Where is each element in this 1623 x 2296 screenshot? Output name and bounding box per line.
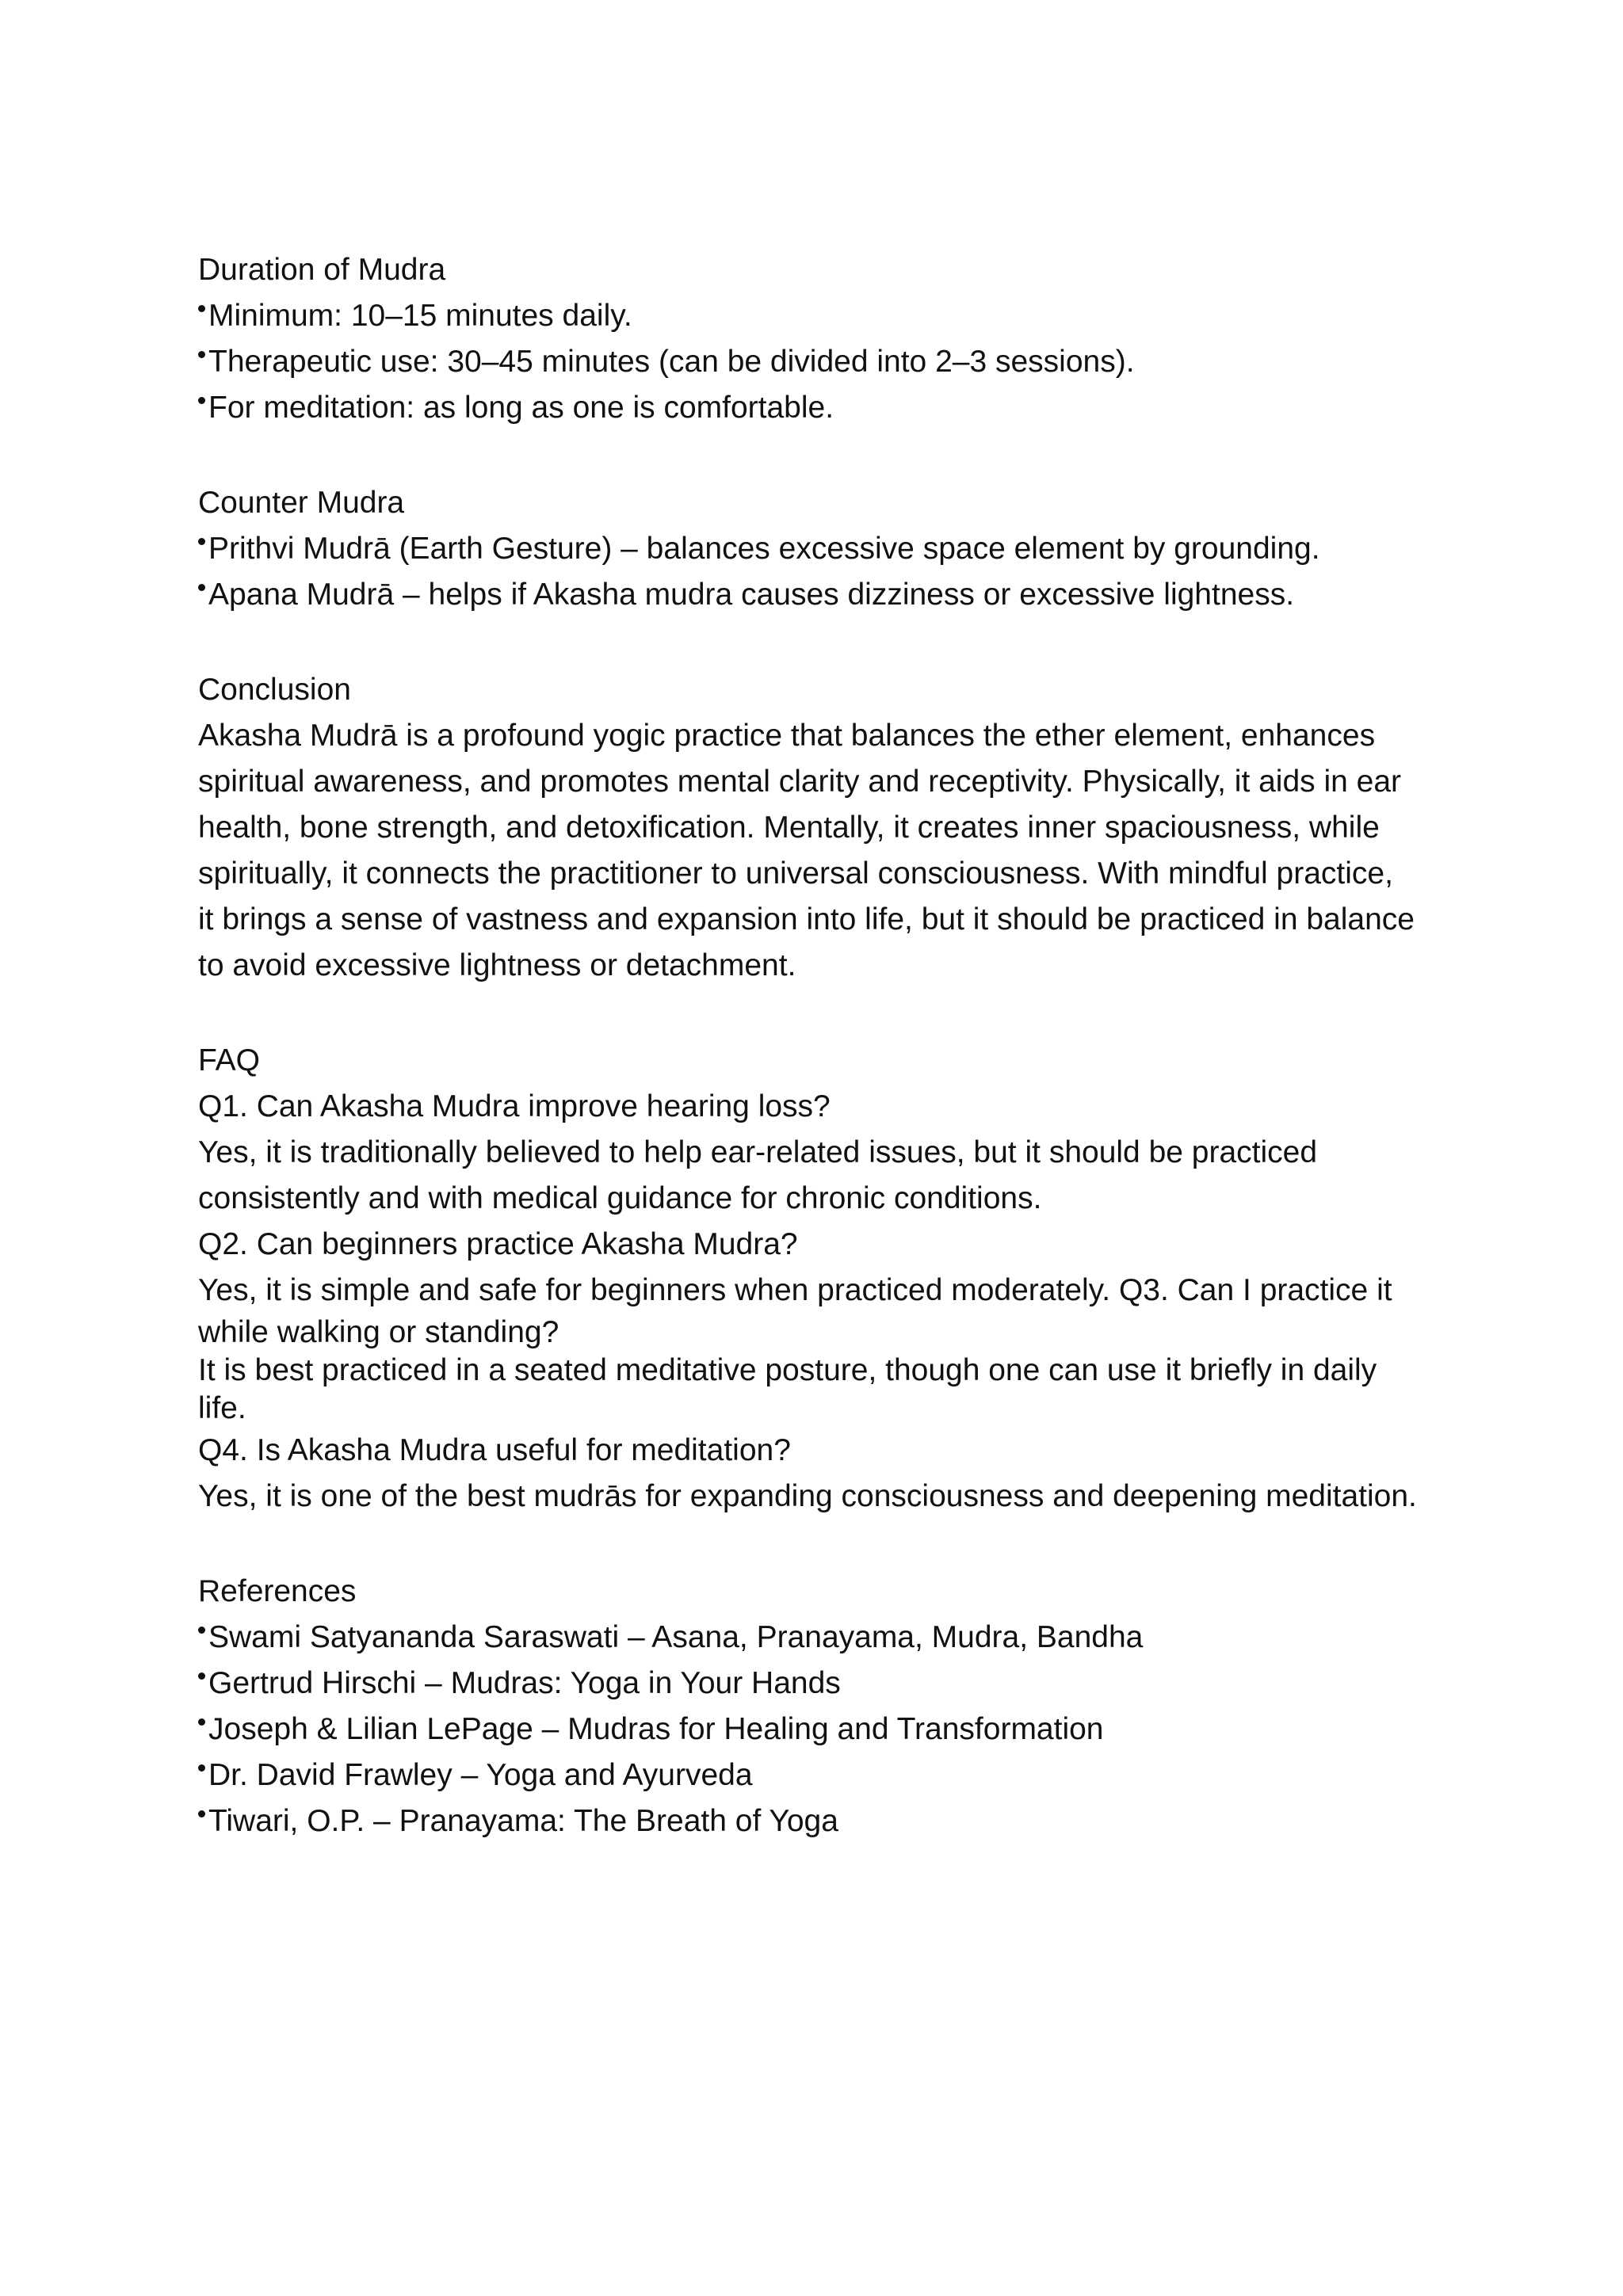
faq-question: Q1. Can Akasha Mudra improve hearing loss? [198,1089,831,1123]
reference-item [198,1798,1419,1844]
conclusion-section [198,667,1419,989]
faq-section [198,1038,1419,1520]
faq-heading: FAQ [198,1043,261,1077]
duration-item-text: Minimum: 10–15 minutes daily. [208,299,632,333]
counter-item [198,526,1419,572]
conclusion-line: spiritual awareness, and promotes mental clarity and receptivity. Physically, it aids in ear [198,765,1402,799]
reference-item [198,1707,1419,1753]
reference-item-text: Swami Satyananda Saraswati – Asana, Pranayama, Mudra, Bandha [208,1620,1144,1654]
bullet-icon [198,1718,205,1726]
duration-heading: Duration of Mudra [198,253,446,287]
faq-answer: Yes, it is one of the best mudrās for expanding consciousness and deepening meditation. [198,1479,1417,1513]
bullet-icon [198,1810,205,1817]
duration-item-text: Therapeutic use: 30–45 minutes (can be divided into 2–3 sessions). [208,345,1135,379]
section-spacer [198,431,1419,480]
bullet-icon [198,1764,205,1772]
conclusion-heading: Conclusion [198,673,351,707]
references-section [198,1569,1419,1844]
duration-item [198,339,1419,385]
reference-item [198,1753,1419,1798]
bullet-icon [198,397,205,404]
reference-item [198,1615,1419,1661]
reference-item-text: Gertrud Hirschi – Mudras: Yoga in Your Hands [208,1666,841,1700]
duration-item [198,385,1419,431]
faq-question: Q2. Can beginners practice Akasha Mudra? [198,1227,798,1261]
bullet-icon [198,538,205,545]
conclusion-line: it brings a sense of vastness and expansion into life, but it should be practiced in balance [198,902,1415,936]
counter-item-text: Apana Mudrā – helps if Akasha mudra causes dizziness or excessive lightness. [208,578,1295,612]
faq-answer: consistently and with medical guidance for chronic conditions. [198,1181,1042,1215]
faq-answer: life. [198,1391,246,1425]
references-heading: References [198,1574,357,1608]
duration-item [198,293,1419,339]
counter-section [198,480,1419,618]
section-spacer [198,989,1419,1038]
conclusion-line: health, bone strength, and detoxification. Mentally, it creates inner spaciousness, while [198,810,1380,845]
section-spacer [198,618,1419,667]
counter-item [198,572,1419,618]
reference-item-text: Tiwari, O.P. – Pranayama: The Breath of Yoga [208,1804,838,1838]
bullet-icon [198,351,205,358]
counter-item-text: Prithvi Mudrā (Earth Gesture) – balances excessive space element by grounding. [208,532,1320,566]
conclusion-line: Akasha Mudrā is a profound yogic practice that balances the ether element, enhances [198,719,1376,753]
faq-answer: Yes, it is traditionally believed to help ear-related issues, but it should be practiced [198,1135,1318,1169]
conclusion-line: spiritually, it connects the practitioner to universal consciousness. With mindful practice, [198,856,1393,891]
faq-answer: while walking or standing? [198,1315,559,1349]
bullet-icon [198,1627,205,1634]
duration-section [198,247,1419,431]
reference-item-text: Joseph & Lilian LePage – Mudras for Healing and Transformation [208,1712,1104,1746]
document-content [198,247,1419,1844]
faq-question: Q4. Is Akasha Mudra useful for meditation? [198,1433,791,1467]
bullet-icon [198,584,205,591]
reference-item [198,1661,1419,1707]
reference-item-text: Dr. David Frawley – Yoga and Ayurveda [208,1758,753,1792]
section-spacer [198,1520,1419,1569]
duration-item-text: For meditation: as long as one is comfortable. [208,391,834,425]
faq-answer: Yes, it is simple and safe for beginners when practiced moderately. Q3. Can I practice it [198,1273,1392,1307]
bullet-icon [198,1672,205,1680]
faq-answer: It is best practiced in a seated meditative posture, though one can use it briefly in daily [198,1353,1377,1387]
conclusion-line: to avoid excessive lightness or detachment. [198,948,796,982]
counter-heading: Counter Mudra [198,486,405,520]
bullet-icon [198,305,205,312]
